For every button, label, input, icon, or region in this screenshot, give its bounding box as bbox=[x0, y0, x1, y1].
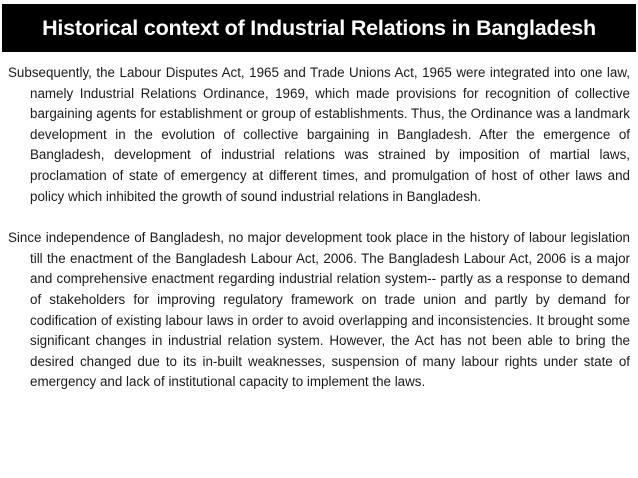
paragraph-labour-act: Since independence of Bangladesh, no major development took place in the history of labour legislation till the enactment of the Bangladesh Labour Act, 2006. The Bangladesh Labour Act, 2006 is a major and comprehensive enactment regarding industrial relation system-- partly as a response to demand of stakeholders for improving regulatory framework on trade union and partly by demand for codification of existing labour laws in order to avoid overlapping and inconsistencies. It brought some significant changes in industrial relation system. However, the Act has not been able to bring the desired changed due to its in-built weaknesses, suspension of many labour rights under state of emergency and lack of institutional capacity to implement the laws. bbox=[8, 230, 630, 390]
slide-title: Historical context of Industrial Relations in Bangladesh bbox=[42, 15, 596, 40]
paragraph-ordinance: Subsequently, the Labour Disputes Act, 1965 and Trade Unions Act, 1965 were integrated into one law, namely Industrial Relations Ordinance, 1969, which made provisions for recognition of collective bargaining agents for establishment or group of establishments. Thus, the Ordinance was a landmark development in the evolution of collective bargaining in Bangladesh. After the emergence of Bangladesh, development of industrial relations was strained by imposition of martial laws, proclamation of state of emergency at different times, and promulgation of host of other laws and policy which inhibited the growth of sound industrial relations in Bangladesh. bbox=[8, 65, 630, 204]
title-bar bbox=[2, 4, 636, 52]
slide-body bbox=[8, 63, 630, 414]
